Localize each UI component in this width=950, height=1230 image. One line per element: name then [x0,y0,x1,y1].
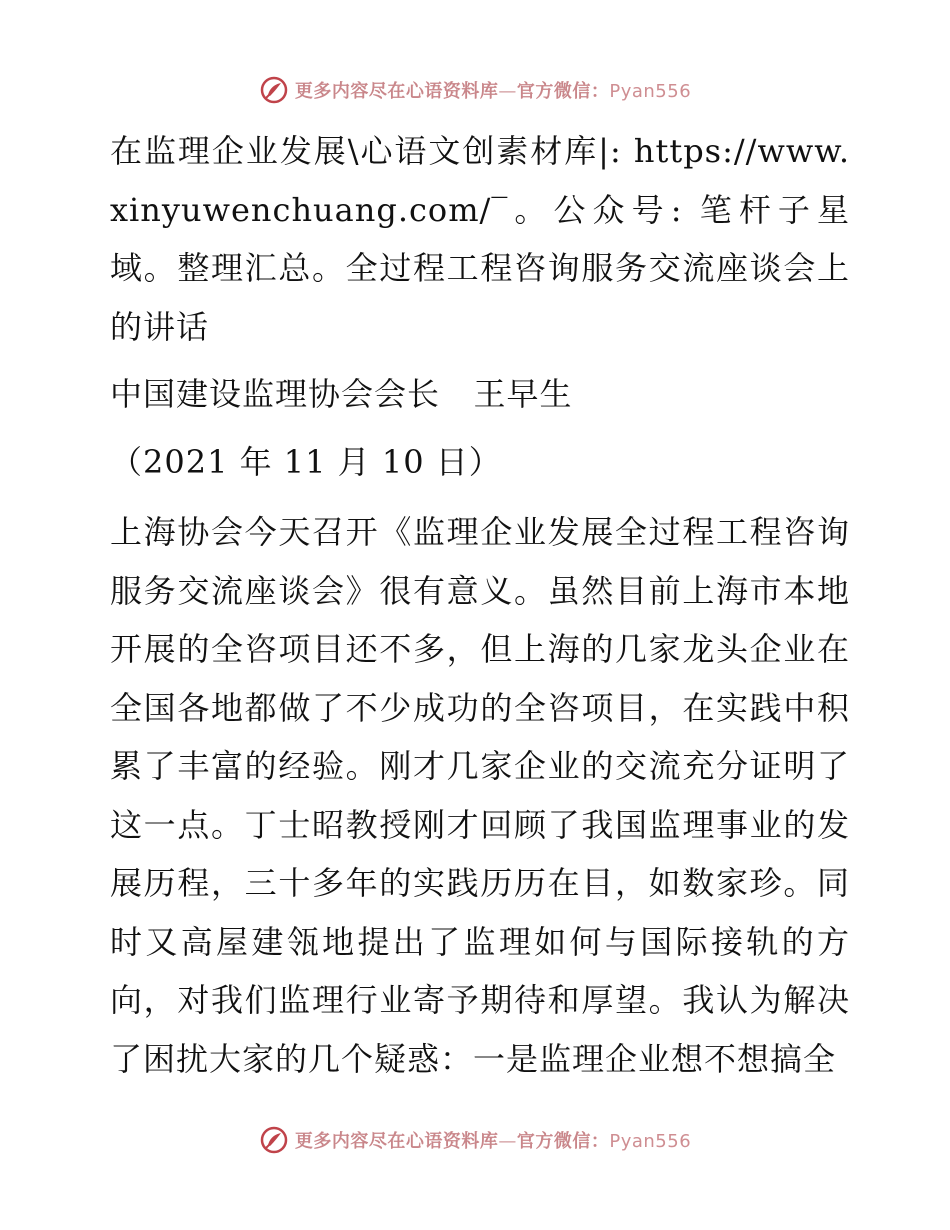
library-logo-icon [259,75,289,105]
banner-separator: — [498,1131,517,1152]
footer-watermark-banner [0,1120,950,1160]
banner-wechat-id: Pyan556 [609,1131,692,1152]
banner-separator: — [498,81,517,102]
header-watermark-banner [0,70,950,110]
speaker-line: 中国建设监理协会会长 王早生 [110,375,573,413]
document-body [98,122,850,1088]
banner-main-text: 更多内容尽在心语资料库 [294,1131,499,1152]
banner-wechat-id: Pyan556 [609,81,692,102]
banner-main-text: 更多内容尽在心语资料库 [294,81,499,102]
banner-wechat-label: 官方微信： [516,1131,610,1152]
speech-date: （2021 年 11 月 10 日） [110,442,502,481]
library-logo-icon [259,1125,289,1155]
banner-wechat-label: 官方微信： [516,81,610,102]
intro-paragraph: 在监理企业发展\心语文创素材库|: https://www.xinyuwenchuang.com/‾。公众号: 笔杆子星域。整理汇总。全过程工程咨询服务交流座谈会上的讲话 [110,132,850,346]
banner-text [295,77,691,103]
banner-text [295,1127,691,1153]
body-paragraph: 上海协会今天召开《监理企业发展全过程工程咨询服务交流座谈会》很有意义。虽然目前上海市本地开展的全咨项目还不多，但上海的几家龙头企业在全国各地都做了不少成功的全咨项目，在实践中积累了丰富的经验。刚才几家企业的交流充分证明了这一点。丁士昭教授刚才回顾了我国监理事业的发展历程，三十多年的实践历历在目，如数家珍。同时又高屋建瓴地提出了监理如何与国际接轨的方向，对我们监理行业寄予期待和厚望。我认为解决了困扰大家的几个疑惑：一是监理企业想不想搞全 [110,513,850,1078]
